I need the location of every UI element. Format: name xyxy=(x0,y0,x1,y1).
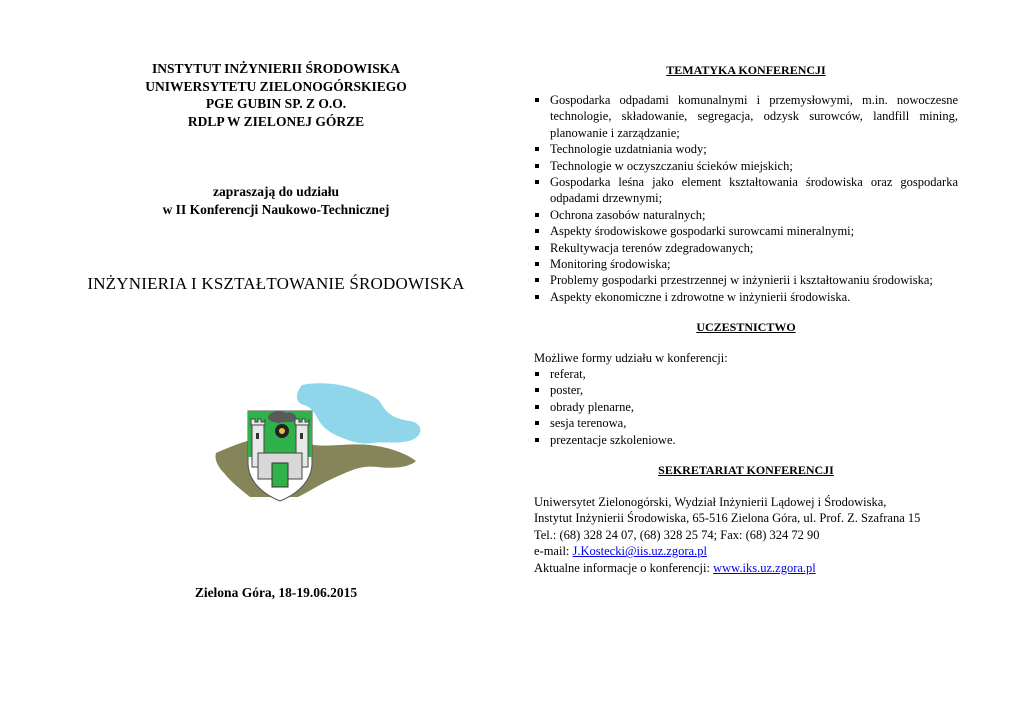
organizers-block xyxy=(40,60,512,130)
conference-logo xyxy=(210,381,424,503)
topic-item: Rekultywacja terenów zdegradowanych; xyxy=(534,240,958,256)
participation-item: prezentacje szkoleniowe. xyxy=(534,432,958,448)
topic-item: Problemy gospodarki przestrzennej w inżynierii i kształtowaniu środowiska; xyxy=(534,272,958,288)
secretariat-contact xyxy=(534,494,958,576)
email-label: e-mail: xyxy=(534,544,573,559)
invitation-block xyxy=(40,183,512,218)
address-line: Instytut Inżynierii Środowiska, 65-516 Zielona Góra, ul. Prof. Z. Szafrana 15 xyxy=(534,511,921,526)
gate xyxy=(272,463,288,487)
topic-item: Ochrona zasobów naturalnych; xyxy=(534,207,958,223)
email-link[interactable]: J.Kostecki@iis.uz.zgora.pl xyxy=(572,544,707,559)
date-place: Zielona Góra, 18-19.06.2015 xyxy=(194,585,358,600)
topic-item: Technologie w oczyszczaniu ścieków miejskich; xyxy=(534,158,958,174)
organizer-line: INSTYTUT INŻYNIERII ŚRODOWISKA xyxy=(151,61,401,76)
phone-line: Tel.: (68) 328 24 07, (68) 328 25 74; Fax: (68) 324 72 90 xyxy=(534,527,820,542)
sky-cloud-shape xyxy=(297,383,420,443)
email-line xyxy=(534,543,958,559)
topic-item: Technologie uzdatniania wody; xyxy=(534,141,958,157)
participation-list xyxy=(534,366,958,448)
organizer-line: UNIWERSYTETU ZIELONOGÓRSKIEGO xyxy=(145,78,407,94)
topic-item: Aspekty ekonomiczne i zdrowotne w inżynierii środowiska. xyxy=(534,289,958,305)
address-line: Uniwersytet Zielonogórski, Wydział Inżynierii Lądowej i Środowiska, xyxy=(534,495,887,509)
topics-heading: TEMATYKA KONFERENCJI xyxy=(666,63,826,77)
info-line xyxy=(534,560,958,576)
organizer-line: PGE GUBIN SP. Z O.O. xyxy=(205,96,347,111)
participation-heading: UCZESTNICTWO xyxy=(696,320,796,334)
invitation-line: w II Konferencji Naukowo-Technicznej xyxy=(162,201,390,217)
participation-item: poster, xyxy=(534,382,958,398)
topics-list xyxy=(534,92,958,305)
participation-intro: Możliwe formy udziału w konferencji: xyxy=(534,351,728,365)
website-link[interactable]: www.iks.uz.zgora.pl xyxy=(713,560,816,575)
info-label: Aktualne informacje o konferencji: xyxy=(534,560,714,575)
land-shape xyxy=(215,439,416,497)
topic-item: Gospodarka leśna jako element kształtowania środowiska oraz gospodarka odpadami drzewnymi; xyxy=(534,174,958,207)
topic-item: Aspekty środowiskowe gospodarki surowcami mineralnymi; xyxy=(534,223,958,239)
participation-item: referat, xyxy=(534,366,958,382)
participation-item: sesja terenowa, xyxy=(534,415,958,431)
topic-item: Gospodarka odpadami komunalnymi i przemysłowymi, m.in. nowoczesne technologie, składowanie, segregacja, odzysk surowców, landfill mining, planowanie i zarządzanie; xyxy=(534,92,958,141)
topic-item: Monitoring środowiska; xyxy=(534,256,958,272)
invitation-line: zapraszają do udziału xyxy=(212,184,339,199)
organizer-line: RDLP W ZIELONEJ GÓRZE xyxy=(187,113,365,129)
secretariat-heading: SEKRETARIAT KONFERENCJI xyxy=(658,463,834,477)
conference-title: INŻYNIERIA I KSZTAŁTOWANIE ŚRODOWISKA xyxy=(87,274,465,293)
participation-item: obrady plenarne, xyxy=(534,399,958,415)
